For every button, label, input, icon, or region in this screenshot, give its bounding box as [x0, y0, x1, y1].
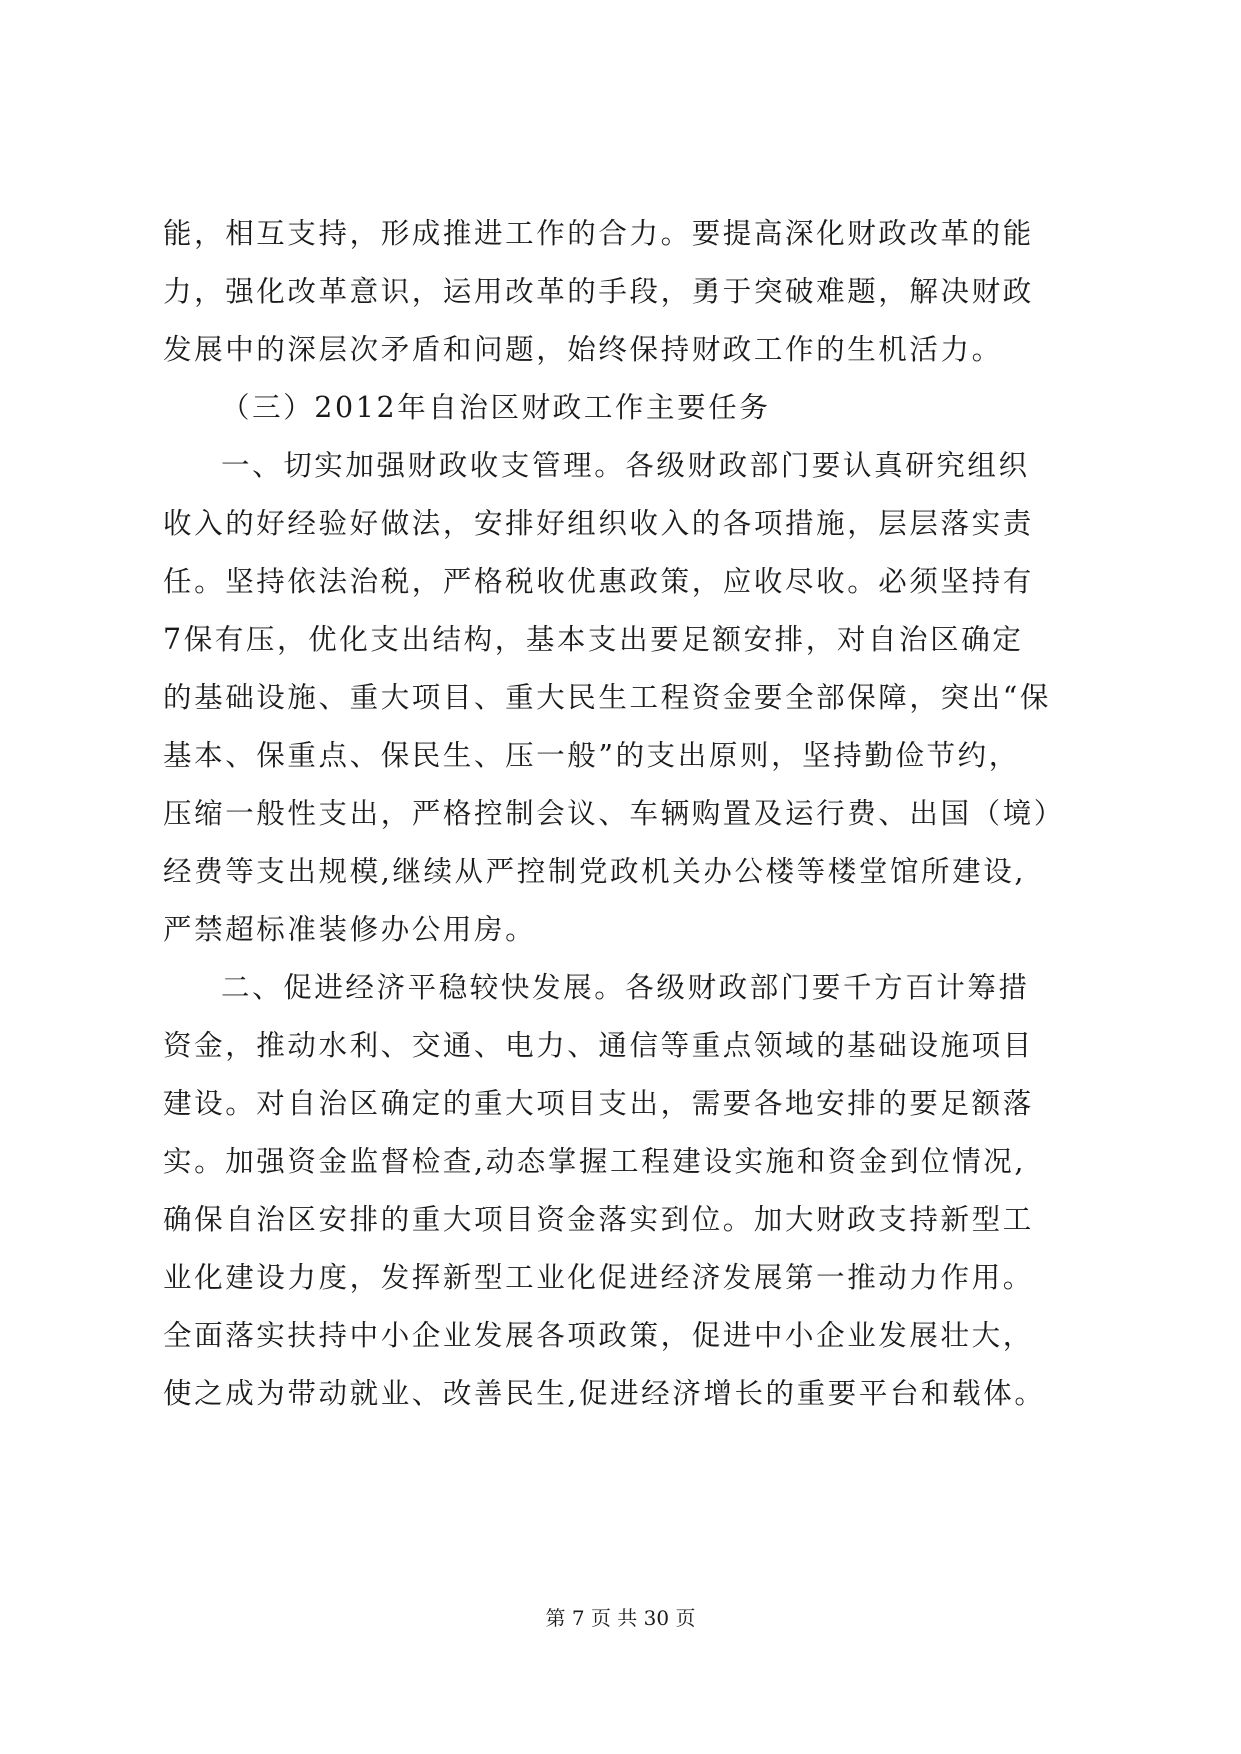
body-text-line: 实。加强资金监督检查,动态掌握工程建设实施和资金到位情况,	[163, 1145, 1027, 1178]
body-text-line: 资金，推动水利、交通、电力、通信等重点领域的基础设施项目	[163, 1029, 1034, 1062]
section-heading: （三）2012年自治区财政工作主要任务	[221, 391, 771, 424]
body-text-line: 业化建设力度，发挥新型工业化促进经济发展第一推动力作用。	[163, 1261, 1034, 1294]
body-text-line: 二、促进经济平稳较快发展。各级财政部门要千方百计筹措	[221, 971, 1030, 1004]
body-text-line: 基本、保重点、保民生、压一般”的支出原则，坚持勤俭节约，	[163, 739, 1020, 772]
body-text-line: 收入的好经验好做法，安排好组织收入的各项措施，层层落实责	[163, 507, 1034, 540]
body-text-line: 建设。对自治区确定的重大项目支出，需要各地安排的要足额落	[163, 1087, 1034, 1120]
body-text-line: 发展中的深层次矛盾和问题，始终保持财政工作的生机活力。	[163, 333, 1003, 366]
body-text-line: 全面落实扶持中小企业发展各项政策，促进中小企业发展壮大，	[163, 1319, 1034, 1352]
body-text-line: 严禁超标准装修办公用房。	[163, 913, 537, 946]
body-text-line: 确保自治区安排的重大项目资金落实到位。加大财政支持新型工	[163, 1203, 1034, 1236]
body-text-line: 7保有压，优化支出结构，基本支出要足额安排，对自治区确定	[163, 623, 1024, 656]
body-text-line: 经费等支出规模,继续从严控制党政机关办公楼等楼堂馆所建设,	[163, 855, 1027, 888]
body-text-line: 一、切实加强财政收支管理。各级财政部门要认真研究组织	[221, 449, 1030, 482]
body-text-line: 任。坚持依法治税，严格税收优惠政策，应收尽收。必须坚持有	[163, 565, 1034, 598]
body-text-line: 压缩一般性支出，严格控制会议、车辆购置及运行费、出国（境）	[163, 797, 1065, 830]
body-text-line: 的基础设施、重大项目、重大民生工程资金要全部保障，突出“保	[163, 681, 1051, 714]
page-number-footer: 第 7 页 共 30 页	[545, 1606, 696, 1630]
body-text-line: 力，强化改革意识，运用改革的手段，勇于突破难题，解决财政	[163, 275, 1034, 308]
body-text-line: 使之成为带动就业、改善民生,促进经济增长的重要平台和载体。	[163, 1377, 1046, 1410]
body-text-line: 能，相互支持，形成推进工作的合力。要提高深化财政改革的能	[163, 217, 1034, 250]
